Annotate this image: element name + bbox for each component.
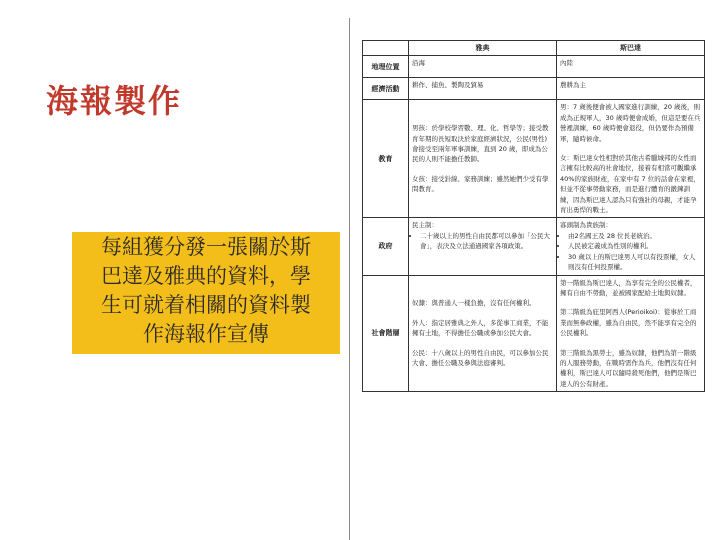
row-label: 政府	[363, 218, 409, 275]
instruction-line: 每組獲分發一張關於斯	[101, 235, 311, 259]
cell-text: 奴隸：與普通人一樣負擔，沒有任何權利。	[412, 299, 536, 308]
sparta-cell	[557, 218, 705, 275]
table-header-sparta: 斯巴達	[557, 41, 705, 56]
document-page-edge	[349, 18, 350, 540]
sparta-cell	[557, 56, 705, 78]
table-header-row	[363, 41, 705, 56]
list	[412, 231, 553, 252]
table-row-social-class	[363, 275, 705, 392]
instruction-line: 巴達及雅典的資料，學	[101, 264, 311, 288]
table-row-economy	[363, 78, 705, 100]
cell-text: 耕作、捕魚、製陶及貿易	[412, 81, 484, 90]
list-item: • 二十歲以上的男性自由民都可以參加「公民大會」，表決及立法通過國家各項政策。	[420, 231, 553, 252]
row-label: 地理位置	[363, 56, 409, 78]
cell-text: 第三階級為黑勞士，雖為奴隸，他們為第一階級的人服務勞動，在戰時需作為兵，他們沒有任何權利，斯巴達人可以隨時殺死他們，他們是斯巴達人的公有財產。	[560, 348, 697, 388]
table-header-corner	[363, 41, 409, 56]
table-row-education	[363, 100, 705, 218]
list-item: • 30 歲以上的斯巴達男人可以有投票權，女人則沒有任何投票權。	[568, 252, 701, 273]
sparta-cell	[557, 275, 705, 392]
cell-text: 第一階級為斯巴達人，為享有完全的公民權者，擁有自由不勞動，並被國家配給土地與奴隸。	[560, 278, 697, 297]
document-margin-marks	[707, 18, 717, 540]
cell-text: 公民：十八歲以上的男性自由民，可以參加公民大會、擔任公職及參與法庭審判。	[412, 348, 549, 367]
table-row-geography	[363, 56, 705, 78]
sparta-cell	[557, 100, 705, 218]
cell-text: 外人：指定居雅典之外人，多從事工商業，不能擁有土地，不得擔任公職或參加公民大會。	[412, 318, 549, 338]
cell-text: 第二階級為庇里阿西人(Perioikoi)：從事於工商業而無參政權，雖為自由民，然不能享有完全的公民權利。	[560, 308, 697, 338]
table-row-government	[363, 218, 705, 275]
cell-text: 寡頭制為貴族制：	[560, 221, 612, 230]
cell-text: 女孩：接受針線、家務訓練；雖然她們少受有學問教育。	[412, 174, 549, 194]
instruction-line: 生可就着相關的資料製	[101, 293, 311, 317]
athens-cell	[409, 100, 557, 218]
list-item: • 由2名國王及 28 位長老統治。	[568, 231, 701, 241]
cell-text: 男孩：於學校學習數、理、化、哲學等；接受教育年期的長短取決於家庭經濟狀況，公民(男性)會接受至兩年軍事訓練，直到 20 歲，即成為公民的人則不能擔任教師。	[412, 124, 549, 164]
cell-text: 農耕為主	[560, 81, 586, 90]
cell-text: 沿海	[412, 59, 425, 68]
row-label: 經濟活動	[363, 78, 409, 100]
row-label: 社會階層	[363, 275, 409, 392]
sparta-cell	[557, 78, 705, 100]
row-label: 教育	[363, 100, 409, 218]
instruction-line: 作海報作宣傳	[143, 322, 269, 346]
instruction-box	[72, 232, 340, 354]
cell-text: 女：斯巴達女性相對於其他古希臘城邦的女性而言擁有比較高的社會地位，接着有相當可觀繼承 40%的家族財產，在家中有 7 位的話會在家裡，但並不從事勞動家務，而是進行體育的鍛鍊訓練，因為斯巴達人認為只有強壯的母親，才能孕育出勇悍的戰士。	[560, 154, 700, 215]
cell-text: 民主制：	[412, 221, 438, 230]
athens-cell	[409, 218, 557, 275]
cell-text: 男：7 歲後便會被人國家進行訓練，20 歲後，則成為正規軍人，30 歲時便會成婚，但這是要在兵營裡訓練，60 歲時便會退役，但仍要作為預備軍，隨時候命。	[560, 103, 701, 143]
table-header-athens: 雅典	[409, 41, 557, 56]
list-item: • 人民被定義成為性別的權利。	[568, 241, 701, 251]
list	[560, 231, 701, 273]
slide-title: 海報製作	[46, 82, 183, 120]
athens-cell	[409, 275, 557, 392]
comparison-table	[362, 40, 705, 392]
athens-cell	[409, 78, 557, 100]
athens-cell	[409, 56, 557, 78]
cell-text: 內陸	[560, 59, 573, 68]
